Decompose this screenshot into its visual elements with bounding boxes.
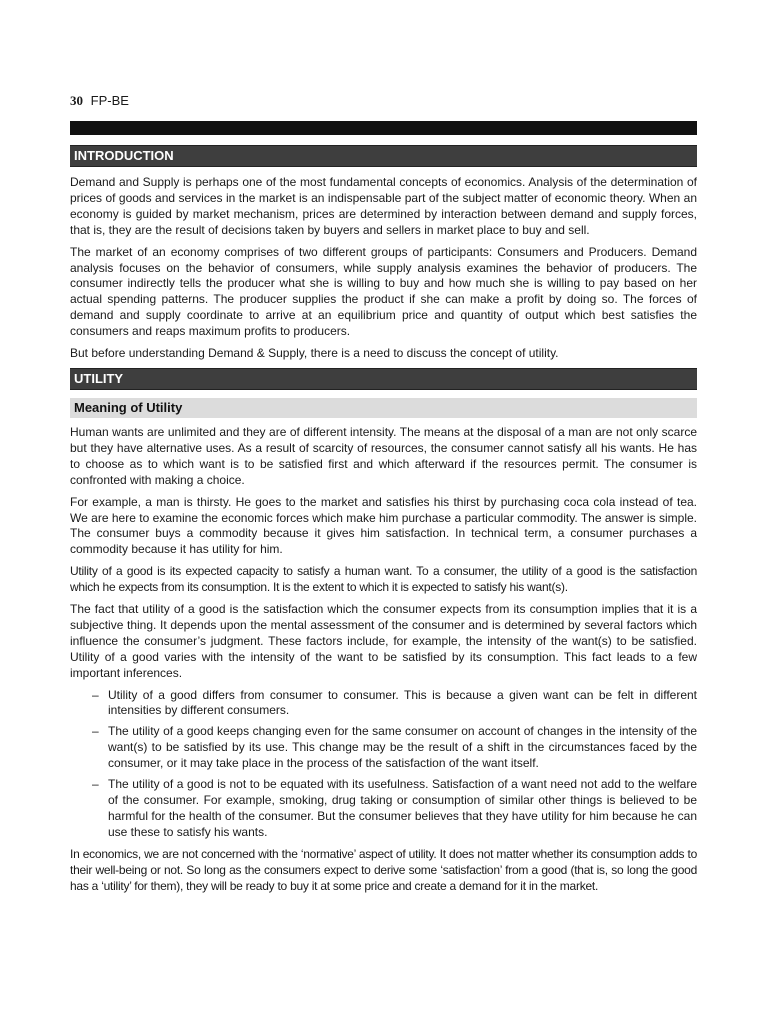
list-item [92,777,697,841]
section-heading-introduction: INTRODUCTION [70,145,697,167]
list-item [92,687,697,720]
list-item-text: The utility of a good is not to be equated with its usefulness. Satisfaction of a want need not add to the welfare of the consumer. For example, smoking, drug taking or consumption of similar other things is believed to be harmful for the health of the consumer. But the consumer believes that they have utility for him because he can use these to satisfy his wants. [108,777,697,839]
intro-paragraph-2: The market of an economy comprises of two different groups of participants: Consumers and Producers. Demand analysis focuses on the behavior of consumers, while supply analysis examines the behavior of producers. The consumer indirectly tells the producer what she is willing to buy and how much she is willing to pay based on her actual spending patterns. The producer supplies the product if she can make a profit by doing so. The forces of demand and supply coordinate to arrive at an equilibrium price and quantity of output which best satisfies the consumers and reaps maximum profits to producers. [70,244,697,339]
closing-paragraph: In economics, we are not concerned with the ‘normative’ aspect of utility. It does not matter whether its consumption adds to their well-being or not. So long as the consumers expect to derive some ‘satisfaction’ from a good (that is, so long the good has a ‘utility’ for them), they will be ready to buy it at some price and create a demand for it in the market. [70,846,697,893]
intro-paragraph-3: But before understanding Demand & Supply, there is a need to discuss the concept of utility. [70,346,559,361]
section-heading-utility: UTILITY [70,368,697,390]
utility-paragraph-1: Human wants are unlimited and they are of different intensity. The means at the disposal of a man are not only scarce but they have alternative uses. As a result of scarcity of resources, the consumer cannot satisfy all his wants. He has to choose as to which want is to be satisfied first and which afterward if the resources permit. The consumer is confronted with making a choice. [70,424,697,487]
running-head [70,93,697,109]
document-page [70,93,697,900]
subheading-meaning-of-utility: Meaning of Utility [70,398,697,418]
running-title: FP-BE [90,93,129,108]
utility-paragraph-3: Utility of a good is its expected capacity to satisfy a human want. To a consumer, the utility of a good is the satisfaction which he expects from its consumption. It is the extent to which it is expected to satisfy his want(s). [70,564,697,595]
intro-paragraph-1: Demand and Supply is perhaps one of the most fundamental concepts of economics. Analysis of the determination of prices of goods and services in the market is an indispensable part of the subject matter of economic theory. When an economy is guided by market mechanism, prices are determined by interaction between demand and supply forces, that is, they are the result of decisions taken by buyers and sellers in market place to buy and sell. [70,175,697,237]
dash-bullet: – [92,777,99,792]
utility-paragraph-2: For example, a man is thirsty. He goes to the market and satisfies his thirst by purchasing coca cola instead of tea. We are here to examine the economic forces which make him purchase a particular commodity. The answer is simple. The consumer buys a commodity because it gives him satisfaction. In technical term, a consumer purchases a commodity because it has utility for him. [70,494,697,557]
dash-bullet: – [92,724,99,739]
utility-paragraph-4: The fact that utility of a good is the satisfaction which the consumer expects from its consumption implies that it is a subjective thing. It depends upon the mental assessment of the consumer and is determined by several factors which influence the consumer’s judgment. These factors include, for example, the intensity of the want(s) to be satisfied. Utility of a good varies with the intensity of the want to be satisfied by its consumption. This fact leads to a few important inferences. [70,602,697,680]
page-number: 30 [70,93,83,108]
chapter-title-bar [70,121,697,135]
list-item [92,724,697,772]
dash-bullet: – [92,687,99,702]
list-item-text: Utility of a good differs from consumer to consumer. This is because a given want can be felt in different intensities by different consumers. [108,687,697,718]
list-item-text: The utility of a good keeps changing even for the same consumer on account of changes in the intensity of the want(s) to be satisfied by its use. This change may be the result of a shift in the circumstances faced by the consumer, or it may take place in the process of the satisfaction of the want itself. [108,724,697,771]
inference-list [70,688,697,841]
